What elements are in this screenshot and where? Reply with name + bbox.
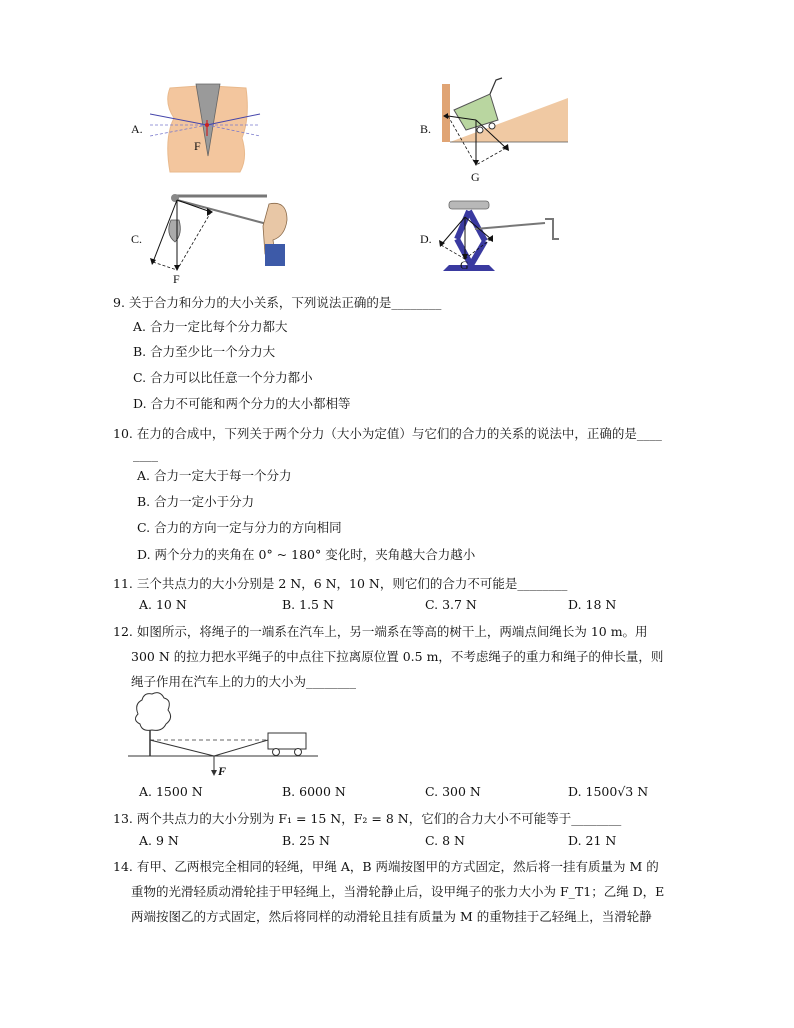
q13-option-c: C. 8 N xyxy=(425,833,465,848)
q10-stem: 10. 在力的合成中，下列关于两个分力（大小为定值）与它们的合力的关系的说法中，正确的是____ xyxy=(113,426,662,441)
figure-b-force-label: G xyxy=(471,170,480,184)
figure-c-force-label: F xyxy=(173,272,180,286)
figure-d-jack-diagram xyxy=(435,195,565,275)
q13-option-d: D. 21 N xyxy=(568,833,617,848)
figure-c-label: C. xyxy=(131,232,143,246)
q14-line-2: 重物的光滑轻质动滑轮挂于甲轻绳上，当滑轮静止后，设甲绳子的张力大小为 F_T1；乙绳 D，E xyxy=(131,884,665,899)
q13-option-b: B. 25 N xyxy=(282,833,330,848)
q12-option-d: D. 1500√3 N xyxy=(568,784,649,799)
q12-option-b: B. 6000 N xyxy=(282,784,346,799)
figure-a-force-label: F xyxy=(194,139,201,153)
q10-option-c: C. 合力的方向一定与分力的方向相同 xyxy=(137,520,342,535)
figure-c-hand-rope-diagram xyxy=(145,190,295,276)
figure-b-cart-slope-diagram xyxy=(440,72,570,182)
q13-option-a: A. 9 N xyxy=(139,833,179,848)
q10-stem-continuation: ____ xyxy=(133,447,158,462)
q12-line-3: 绳子作用在汽车上的力的大小为________ xyxy=(131,674,357,689)
q10-option-b: B. 合力一定小于分力 xyxy=(137,494,255,509)
q12-line-2: 300 N 的拉力把水平绳子的中点往下拉离原位置 0.5 m，不考虑绳子的重力和绳子的伸长量，则 xyxy=(131,649,664,664)
q14-line-1: 14. 有甲、乙两根完全相同的轻绳，甲绳 A，B 两端按图甲的方式固定，然后将一挂有质量为 M 的 xyxy=(113,859,659,874)
figure-a-wedge-diagram xyxy=(150,78,265,180)
q10-option-d: D. 两个分力的夹角在 0° ~ 180° 变化时，夹角越大合力越小 xyxy=(137,547,476,562)
figure-d-force-label: G xyxy=(460,258,469,272)
q12-option-a: A. 1500 N xyxy=(139,784,203,799)
q11-option-d: D. 18 N xyxy=(568,597,617,612)
q11-option-c: C. 3.7 N xyxy=(425,597,477,612)
q12-option-c: C. 300 N xyxy=(425,784,481,799)
q12-force-label: F xyxy=(218,764,227,778)
q14-line-3: 两端按图乙的方式固定，然后将同样的动滑轮且挂有质量为 M 的重物挂于乙轻绳上，当滑轮静 xyxy=(131,909,652,924)
q11-option-b: B. 1.5 N xyxy=(282,597,334,612)
q9-option-c: C. 合力可以比任意一个分力都小 xyxy=(133,370,313,385)
q10-option-a: A. 合力一定大于每一个分力 xyxy=(137,468,292,483)
q12-line-1: 12. 如图所示，将绳子的一端系在汽车上，另一端系在等高的树干上，两端点间绳长为 10 m。用 xyxy=(113,624,648,639)
q9-stem: 9. 关于合力和分力的大小关系，下列说法正确的是________ xyxy=(113,295,442,310)
q9-option-b: B. 合力至少比一个分力大 xyxy=(133,344,276,359)
figure-a-label: A. xyxy=(131,122,143,136)
q9-option-a: A. 合力一定比每个分力都大 xyxy=(133,319,288,334)
q11-option-a: A. 10 N xyxy=(139,597,187,612)
figure-b-label: B. xyxy=(420,122,432,136)
q9-option-d: D. 合力不可能和两个分力的大小都相等 xyxy=(133,396,351,411)
q11-stem: 11. 三个共点力的大小分别是 2 N，6 N，10 N，则它们的合力不可能是________ xyxy=(113,576,568,591)
figure-d-label: D. xyxy=(420,232,432,246)
q13-stem: 13. 两个共点力的大小分别为 F₁ = 15 N，F₂ = 8 N，它们的合力大小不可能等于________ xyxy=(113,811,622,826)
